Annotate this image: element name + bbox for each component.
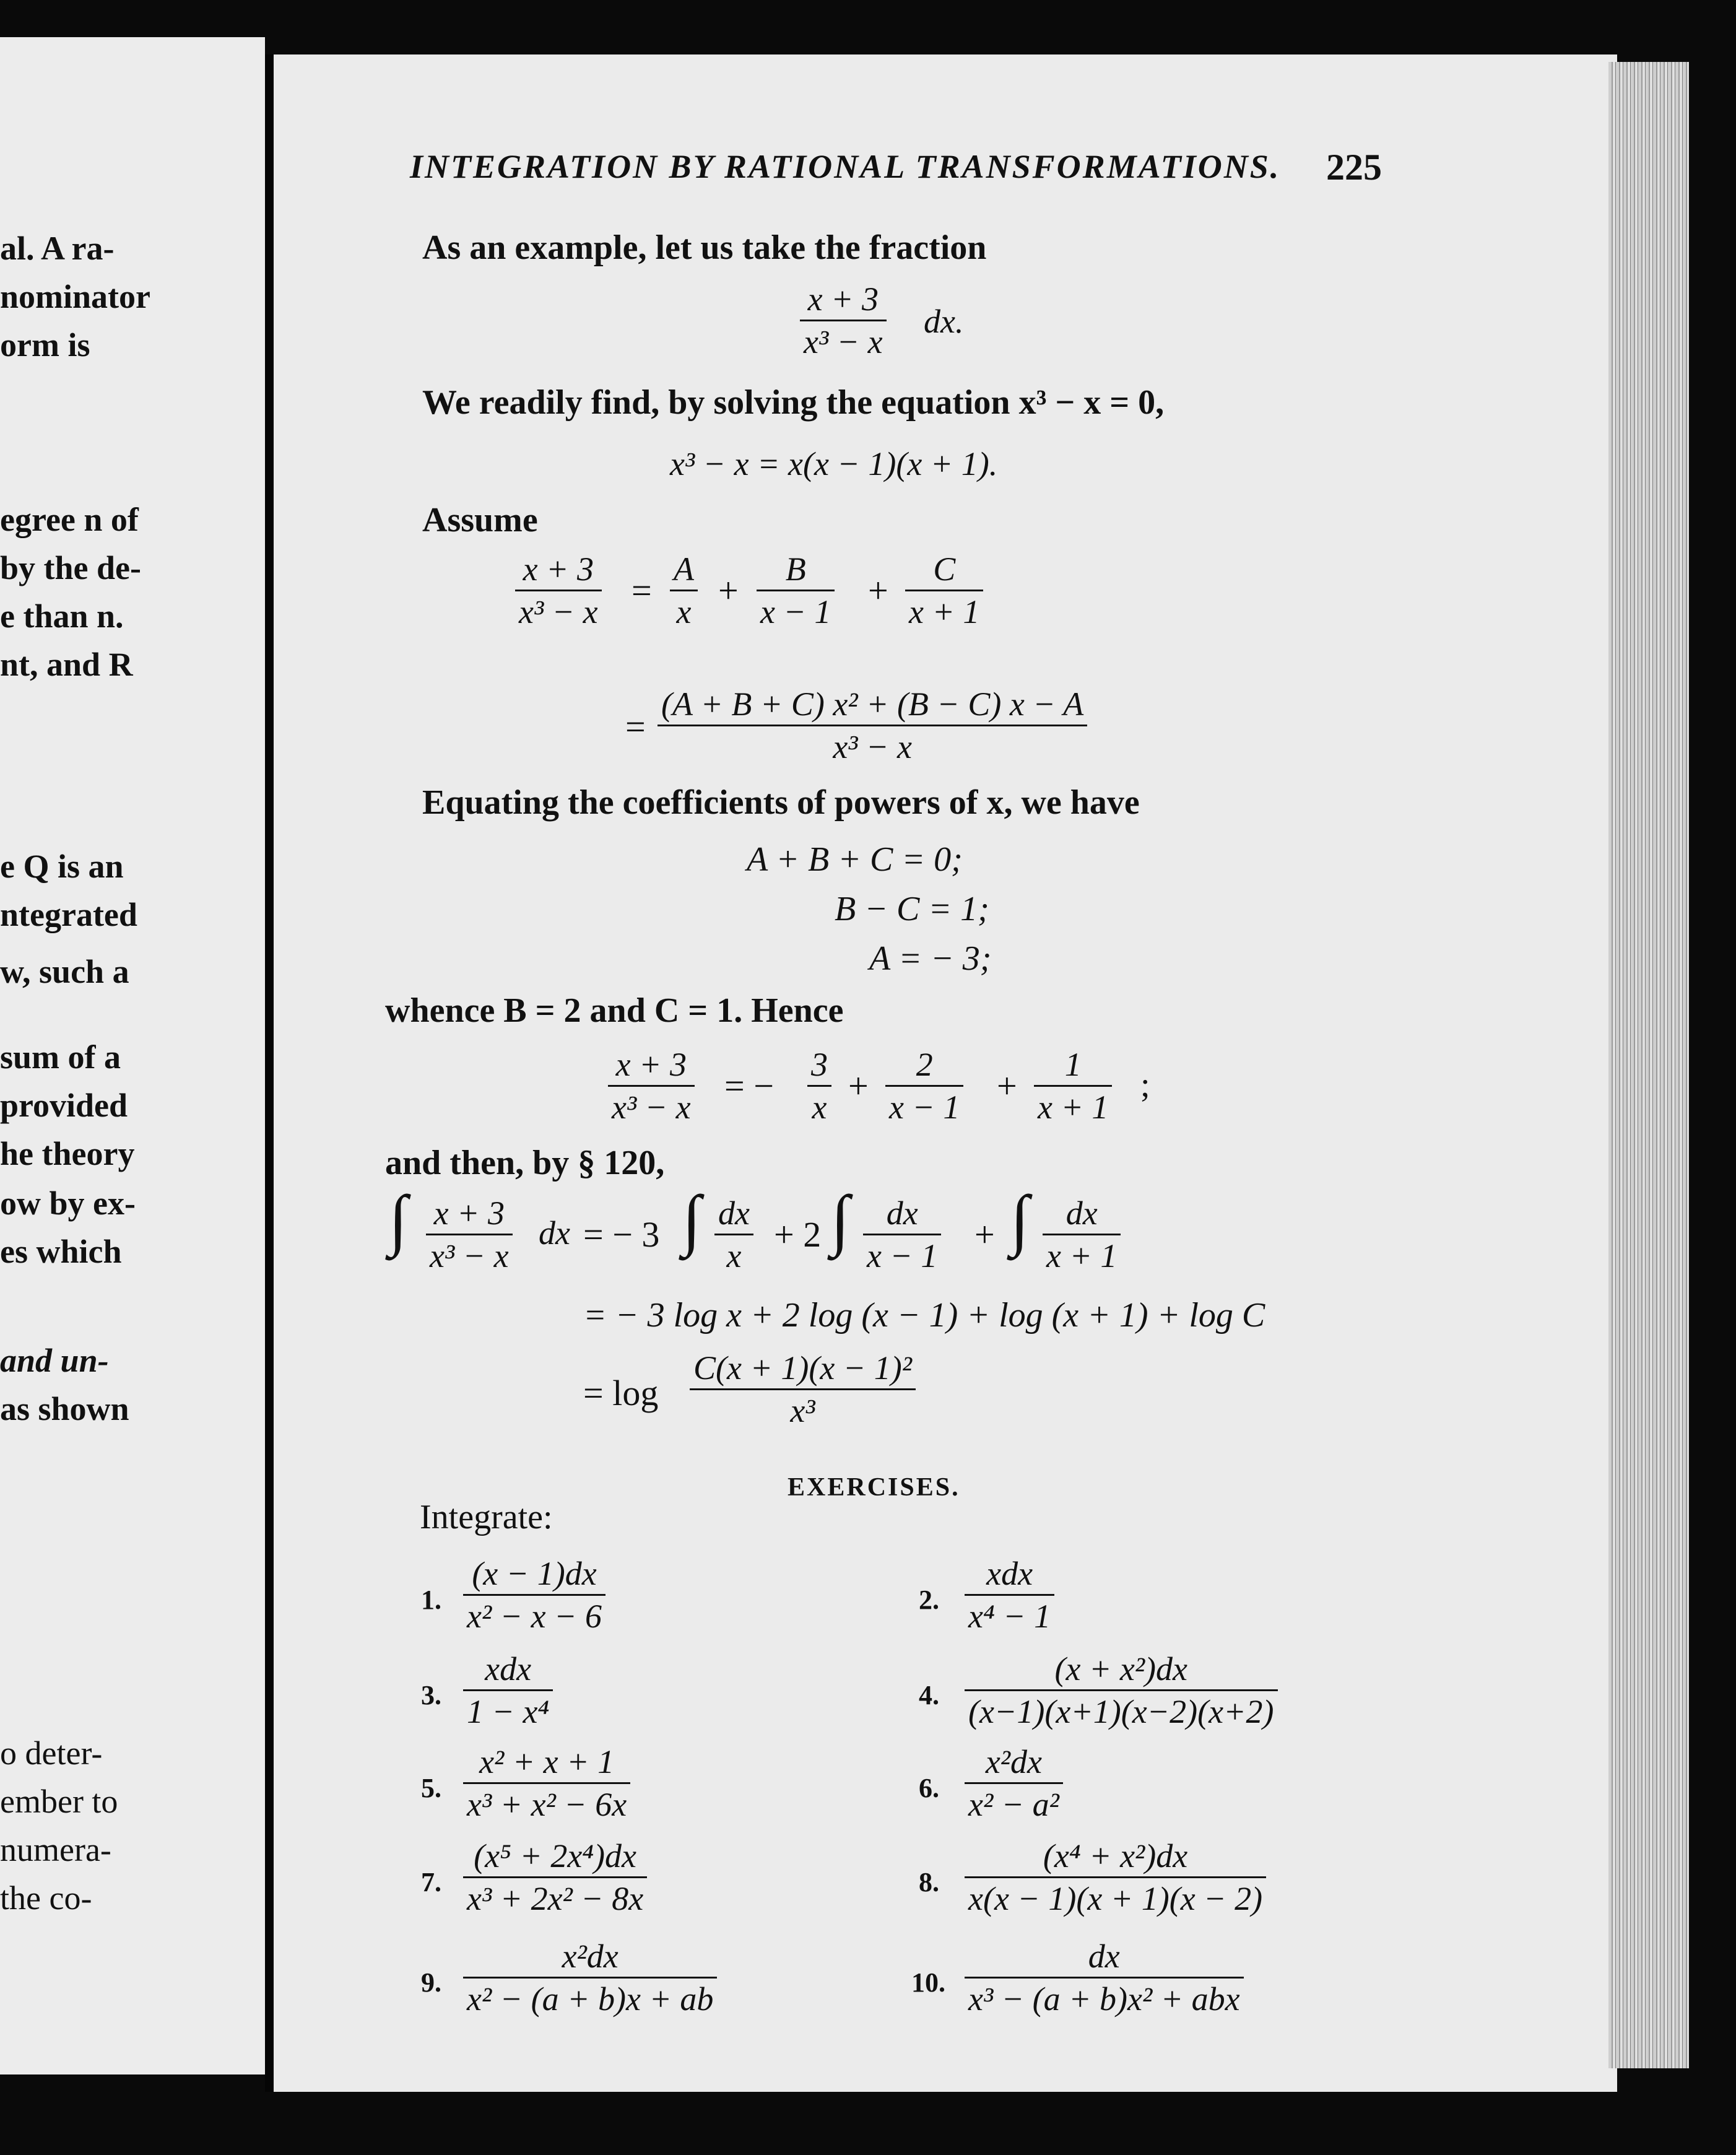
exercise-number: 5. [421,1773,441,1803]
numerator: dx [714,1194,753,1235]
numerator: 3 [807,1045,831,1087]
exercise-7 [463,1837,647,1918]
page-number: 225 [1326,147,1382,188]
numerator: x²dx [965,1743,1063,1784]
exercise-number: 8. [919,1867,939,1897]
numerator: C(x + 1)(x − 1)² [690,1349,916,1390]
assume-term-b [757,550,835,631]
exercise-number: 7. [421,1867,441,1897]
exercise-9 [463,1937,717,2018]
left-fragment: o deter- [0,1735,103,1772]
differential: dx [539,1214,570,1252]
numerator: x²dx [463,1937,717,1979]
exercise-5 [463,1743,630,1824]
denominator: 1 − x⁴ [467,1693,550,1730]
exercises-heading: EXERCISES. [788,1473,960,1502]
denominator: x + 1 [1038,1089,1109,1126]
find-line: We readily find, by solving the equation x³ − x = 0, [422,383,1165,422]
equals-minus: = − [724,1066,774,1106]
intro-text: As an example, let us take the fraction [422,229,987,267]
left-fragment: ntegrated [0,896,137,933]
assume-term-c [905,550,983,631]
exercise-number: 9. [421,1967,441,1998]
left-fragment: nt, and R [0,646,133,683]
numerator: x + 3 [608,1045,695,1087]
exercise-10 [965,1937,1244,2018]
integral-line-2: = − 3 log x + 2 log (x − 1) + log (x + 1) + log C [583,1296,1265,1334]
exercise-number: 6. [919,1773,939,1803]
hence-term-3 [1034,1045,1112,1126]
left-fragment: the co- [0,1879,92,1917]
running-title: INTEGRATION BY RATIONAL TRANSFORMATIONS. [410,148,1281,185]
left-fragment: and un- [0,1342,109,1379]
denominator: x² − x − 6 [467,1598,602,1635]
integral-sign: ∫ [682,1182,701,1257]
numerator: xdx [463,1650,553,1691]
left-fragment: e than n. [0,598,124,635]
numerator: C [905,550,983,591]
numerator: xdx [965,1554,1054,1596]
denominator: x − 1 [760,593,831,630]
left-fragment: ember to [0,1783,118,1820]
left-fragment: numera- [0,1831,111,1868]
numerator: x + 3 [515,550,602,591]
integral-term-1 [714,1194,753,1275]
denominator: x − 1 [889,1089,960,1126]
numerator: 2 [885,1045,963,1087]
left-fragment: es which [0,1233,122,1270]
denominator: x³ − (a + b)x² + abx [968,1980,1240,2018]
integral-term-2 [863,1194,941,1275]
final-fraction [690,1349,916,1430]
exercise-number: 2. [919,1585,939,1615]
denominator: x³ + x² − 6x [467,1786,627,1823]
exercise-2 [965,1554,1054,1635]
left-fragment: nominator [0,278,150,315]
denominator: x − 1 [867,1237,938,1274]
whence-text: whence B = 2 and C = 1. Hence [385,991,844,1030]
equals-sign: = [625,707,646,747]
numerator: (x − 1)dx [463,1554,605,1596]
hence-term-2 [885,1045,963,1126]
combined-fraction [658,685,1087,766]
plus-sign: + [718,570,739,611]
denominator: x³ − x [430,1237,509,1274]
denominator: x² − a² [968,1786,1059,1823]
exercises-prompt: Integrate: [420,1498,553,1536]
equation-3: A = − 3; [869,939,992,978]
integral-sign: ∫ [1010,1182,1030,1257]
plus-sign: + [848,1066,869,1106]
left-fragment: ow by ex- [0,1185,136,1222]
denominator: x³ − x [833,728,912,765]
equals-sign: = [631,570,652,611]
factor-equation: x³ − x = x(x − 1)(x + 1). [670,445,998,482]
denominator: x³ [790,1392,815,1429]
assume-lhs [515,550,602,631]
numerator: x + 3 [800,280,887,321]
left-fragment: by the de- [0,549,141,586]
log-prefix: = log [583,1373,659,1413]
left-fragment: w, such a [0,953,129,990]
differential: dx. [924,303,964,340]
denominator: (x−1)(x+1)(x−2)(x+2) [968,1693,1274,1730]
numerator: 1 [1034,1045,1112,1087]
left-fragment: as shown [0,1390,129,1427]
denominator: x² − (a + b)x + ab [467,1980,714,2018]
left-fragment: egree n of [0,501,139,538]
numerator: x + 3 [426,1194,513,1235]
fraction-example [800,280,887,361]
assume-label: Assume [422,501,538,539]
denominator: x + 1 [909,593,980,630]
equation-1: A + B + C = 0; [747,840,963,879]
hence-lhs [608,1045,695,1126]
left-fragment: sum of a [0,1038,121,1076]
integral-sign: ∫ [389,1182,408,1257]
exercise-3 [463,1650,553,1731]
denominator: x³ − x [519,593,598,630]
left-fragment: orm is [0,326,90,364]
assume-term-a [670,550,698,631]
denominator: x [812,1089,827,1126]
numerator: B [757,550,835,591]
exercise-number: 10. [911,1967,945,1998]
integral-term-3 [1043,1194,1121,1275]
exercise-number: 3. [421,1680,441,1710]
denominator: x³ − x [804,323,883,360]
left-fragment: provided [0,1087,128,1124]
denominator: x [726,1237,742,1274]
exercise-number: 4. [919,1680,939,1710]
numerator: A [670,550,698,591]
numerator: (x⁵ + 2x⁴)dx [463,1837,647,1878]
left-fragment: he theory [0,1135,135,1172]
numerator: dx [863,1194,941,1235]
left-fragment: e Q is an [0,848,124,885]
left-fragment: al. A ra- [0,230,115,267]
left-page [0,37,265,2074]
denominator: x³ − x [612,1089,691,1126]
equating-text: Equating the coefficients of powers of x, we have [422,783,1140,822]
denominator: x³ + 2x² − 8x [467,1880,644,1917]
equals-minus-3: = − 3 [583,1214,660,1255]
and-then-text: and then, by § 120, [385,1144,665,1182]
denominator: x(x − 1)(x + 1)(x − 2) [968,1880,1263,1917]
plus-2: + 2 [774,1214,822,1255]
exercise-1 [463,1554,605,1635]
plus-sign: + [868,570,888,611]
hence-term-1 [807,1045,831,1126]
exercise-6 [965,1743,1063,1824]
numerator: (x + x²)dx [965,1650,1278,1691]
semicolon: ; [1140,1066,1150,1104]
numerator: x² + x + 1 [463,1743,630,1784]
denominator: x⁴ − 1 [968,1598,1051,1635]
numerator: (x⁴ + x²)dx [965,1837,1266,1878]
exercise-4 [965,1650,1278,1731]
numerator: (A + B + C) x² + (B − C) x − A [658,685,1087,726]
numerator: dx [965,1937,1244,1979]
equation-2: B − C = 1; [835,890,989,928]
denominator: x + 1 [1046,1237,1118,1274]
denominator: x [676,593,692,630]
numerator: dx [1043,1194,1121,1235]
plus-sign: + [997,1066,1017,1106]
page-edge [1608,62,1689,2068]
exercise-8 [965,1837,1266,1918]
right-page [265,54,1617,2092]
integral-sign: ∫ [831,1182,850,1257]
integral-lhs [426,1194,513,1275]
exercise-number: 1. [421,1585,441,1615]
plus-sign: + [974,1214,995,1255]
